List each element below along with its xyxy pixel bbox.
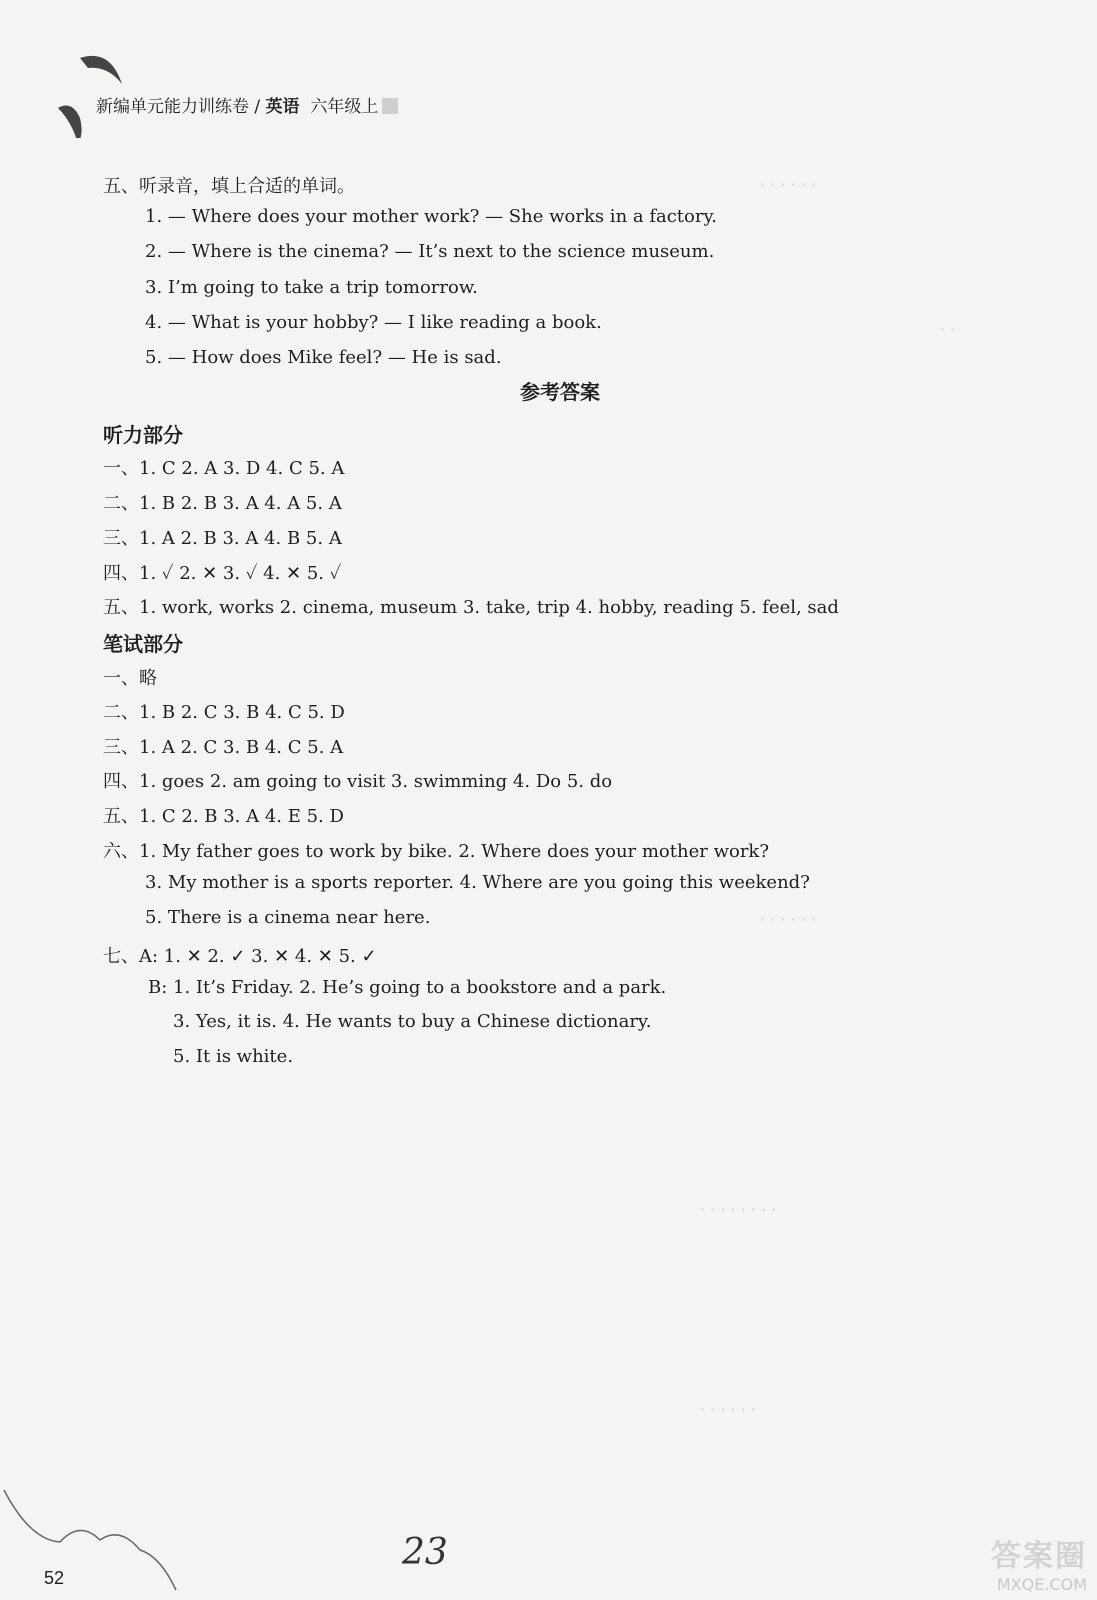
grade: 六年级上 — [310, 97, 379, 117]
bleed-through-text: · · · · · · — [760, 910, 816, 929]
writing-heading: 笔试部分 — [103, 632, 183, 656]
script-item: 5. — How does Mike feel? — He is sad. — [145, 347, 502, 368]
answer-row: 七、A: 1. ✕ 2. ✓ 3. ✕ 4. ✕ 5. ✓ — [103, 946, 377, 967]
answer-row: 二、1. B 2. B 3. A 4. A 5. A — [103, 493, 342, 514]
script-item: 2. — Where is the cinema? — It’s next to the science museum. — [145, 241, 715, 262]
answer-row: 5. There is a cinema near here. — [145, 907, 431, 928]
watermark — [991, 1531, 1087, 1594]
answer-row: B: 1. It’s Friday. 2. He’s going to a bookstore and a park. — [148, 977, 667, 998]
watermark-url: MXQE.COM — [996, 1575, 1087, 1594]
answer-row: 5. It is white. — [173, 1046, 294, 1067]
subject: 英语 — [265, 97, 300, 117]
answer-row: 3. Yes, it is. 4. He wants to buy a Chinese dictionary. — [173, 1011, 652, 1032]
bleed-through-text: · · · · · · — [700, 1400, 756, 1419]
script-heading: 五、听录音，填上合适的单词。 — [103, 176, 355, 197]
script-item: 3. I’m going to take a trip tomorrow. — [145, 277, 478, 298]
book-header — [96, 92, 398, 117]
script-item: 4. — What is your hobby? — I like reading a book. — [145, 312, 602, 333]
listening-heading: 听力部分 — [103, 423, 183, 447]
handwritten-mark: 23 — [402, 1532, 448, 1573]
square-icon — [382, 98, 398, 114]
answer-row: 四、1. goes 2. am going to visit 3. swimming 4. Do 5. do — [103, 771, 613, 792]
cloud-decoration-icon — [0, 1470, 200, 1600]
answer-row: 一、1. C 2. A 3. D 4. C 5. A — [103, 458, 345, 479]
watermark-brand: 答案圈 — [991, 1539, 1087, 1574]
answer-row: 三、1. A 2. B 3. A 4. B 5. A — [103, 528, 342, 549]
script-item: 1. — Where does your mother work? — She works in a factory. — [145, 206, 717, 227]
answers-title: 参考答案 — [520, 380, 600, 404]
answer-row: 二、1. B 2. C 3. B 4. C 5. D — [103, 702, 345, 723]
answer-row: 五、1. work, works 2. cinema, museum 3. take, trip 4. hobby, reading 5. feel, sad — [103, 597, 839, 618]
answer-row: 五、1. C 2. B 3. A 4. E 5. D — [103, 806, 344, 827]
bleed-through-text: · · · · · · — [760, 175, 816, 194]
answer-row: 一、略 — [103, 668, 157, 689]
answer-row: 四、1. ✓ 2. ✕ 3. ✓ 4. ✕ 5. ✓ — [103, 563, 342, 584]
bleed-through-text: · · · · · · · · — [700, 1200, 777, 1219]
page-number: 52 — [44, 1568, 65, 1588]
book-title: 新编单元能力训练卷 / — [96, 97, 266, 117]
answer-row: 3. My mother is a sports reporter. 4. Where are you going this weekend? — [145, 872, 810, 893]
bleed-through-text: · · — [940, 320, 956, 339]
answer-row: 六、1. My father goes to work by bike. 2. Where does your mother work? — [103, 841, 769, 862]
answer-row: 三、1. A 2. C 3. B 4. C 5. A — [103, 737, 344, 758]
